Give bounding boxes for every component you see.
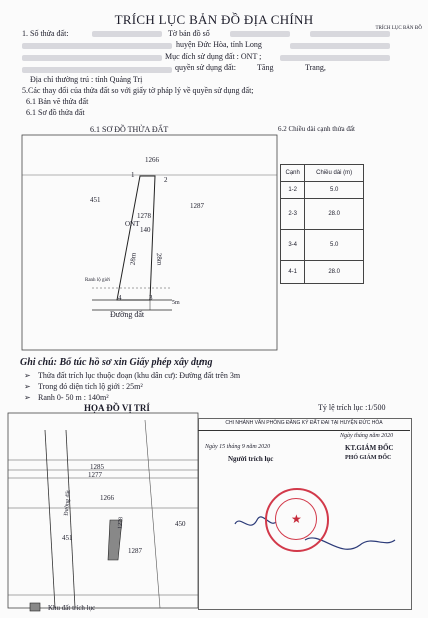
length-cell: 28.0 — [305, 261, 364, 284]
parcel-right-number: 1287 — [190, 202, 204, 210]
line-owner-name-2: Trang, — [305, 63, 326, 72]
edge-cell: 4-1 — [281, 261, 305, 284]
note-2: Trong đó diện tích lộ giới : 25m² — [38, 382, 143, 391]
legend-label: Khu đất trích lục — [48, 604, 96, 612]
parcel-top-number: 1266 — [145, 156, 159, 164]
line-owner-right: quyền sử dụng đất: — [175, 63, 236, 72]
loc-parcel-1277: 1277 — [88, 471, 102, 479]
road-label: Đường đất — [110, 310, 145, 319]
parcel-land-code: ONT — [125, 220, 140, 228]
parcel-id: 1278 — [137, 212, 151, 220]
loc-parcel-1285: 1285 — [90, 463, 104, 471]
date-right: Ngày tháng năm 2020 — [340, 433, 394, 439]
item-6-1-sketch: 6.1 Sơ đồ thửa đất — [26, 108, 85, 117]
line-owner-name: Tăng — [257, 63, 274, 72]
note-bullet: ➢ — [24, 382, 31, 391]
loc-road-label: Đường đất — [63, 489, 72, 517]
item-6-1-drawing: 6.1 Bản vẽ thửa đất — [26, 97, 89, 106]
dim-right-length: 28m — [154, 252, 164, 266]
line-sheet-number: Tờ bản đồ số — [168, 29, 210, 38]
role-left: Người trích lục — [228, 455, 274, 463]
length-cell: 5.0 — [305, 182, 364, 199]
col-length: Chiều dài (m) — [305, 165, 364, 182]
length-cell: 5.0 — [305, 230, 364, 261]
parcel-area: 140 — [140, 226, 151, 234]
loc-parcel-450: 450 — [175, 520, 186, 528]
edge-cell: 1-2 — [281, 182, 305, 199]
edges-heading: 6.2 Chiều dài cạnh thửa đất — [278, 125, 355, 133]
date-left: Ngày 15 tháng 9 năm 2020 — [205, 444, 271, 450]
corner-2: 2 — [164, 176, 168, 184]
item-5: 5.Các thay đổi của thửa đất so với giấy tờ pháp lý về quyền sử dụng đất; — [22, 86, 254, 95]
line-purpose: Mục đích sử dụng đất : ONT ; — [165, 52, 262, 61]
document-title: TRÍCH LỤC BẢN ĐỒ ĐỊA CHÍNH — [114, 12, 314, 27]
notes-heading: Ghi chú: Bổ túc hồ sơ xin Giấy phép xây dựng — [20, 357, 213, 368]
loc-parcel-451: 451 — [62, 534, 73, 542]
note-1: Thửa đất trích lục thuộc đoạn (khu dân cư): Đường đất trên 3m — [38, 371, 241, 380]
address-line: Địa chỉ thường trú : tỉnh Quảng Trị — [30, 75, 143, 84]
sketch-heading: 6.1 SƠ ĐỒ THỬA ĐẤT — [90, 125, 169, 134]
col-edge: Cạnh — [281, 165, 305, 182]
note-3: Ranh 0- 50 m : 140m² — [38, 393, 109, 402]
stamp-title: KT.GIÁM ĐỐC — [345, 444, 394, 452]
line-district: huyện Đức Hòa, tỉnh Long — [176, 40, 262, 49]
scale-label: Tỷ lệ trích lục :1/500 — [318, 403, 386, 412]
dim-bottom: 5m — [172, 300, 180, 306]
note-bullet: ➢ — [24, 371, 31, 380]
dim-left-length: 28m — [128, 252, 138, 266]
loc-parcel-1266: 1266 — [100, 494, 114, 502]
office-name: CHI NHÁNH VĂN PHÒNG ĐĂNG KÝ ĐẤT ĐAI TẠI HUYỆN ĐỨC HÒA — [225, 420, 383, 426]
edge-cell: 3-4 — [281, 230, 305, 261]
setback-label: Ranh lộ giới — [85, 278, 110, 283]
length-cell: 28.0 — [305, 199, 364, 230]
line-parcel-number: 1. Số thửa đất: — [22, 29, 69, 38]
red-seal-icon: ★ — [265, 488, 329, 552]
location-heading: HỌA ĐỒ VỊ TRÍ — [84, 403, 150, 413]
edge-cell: 2-3 — [281, 199, 305, 230]
loc-parcel-1278: 1278 — [117, 516, 125, 530]
parcel-left-number: 451 — [90, 196, 101, 204]
corner-1: 1 — [131, 171, 135, 179]
corner-4: 4 — [118, 294, 122, 302]
note-bullet: ➢ — [24, 393, 31, 402]
corner-3: 3 — [149, 294, 153, 302]
loc-parcel-1287: 1287 — [128, 547, 142, 555]
stamp-subtitle: PHÓ GIÁM ĐỐC — [345, 455, 392, 461]
top-right-label: TRÍCH LỤC BẢN ĐỒ — [375, 26, 422, 31]
